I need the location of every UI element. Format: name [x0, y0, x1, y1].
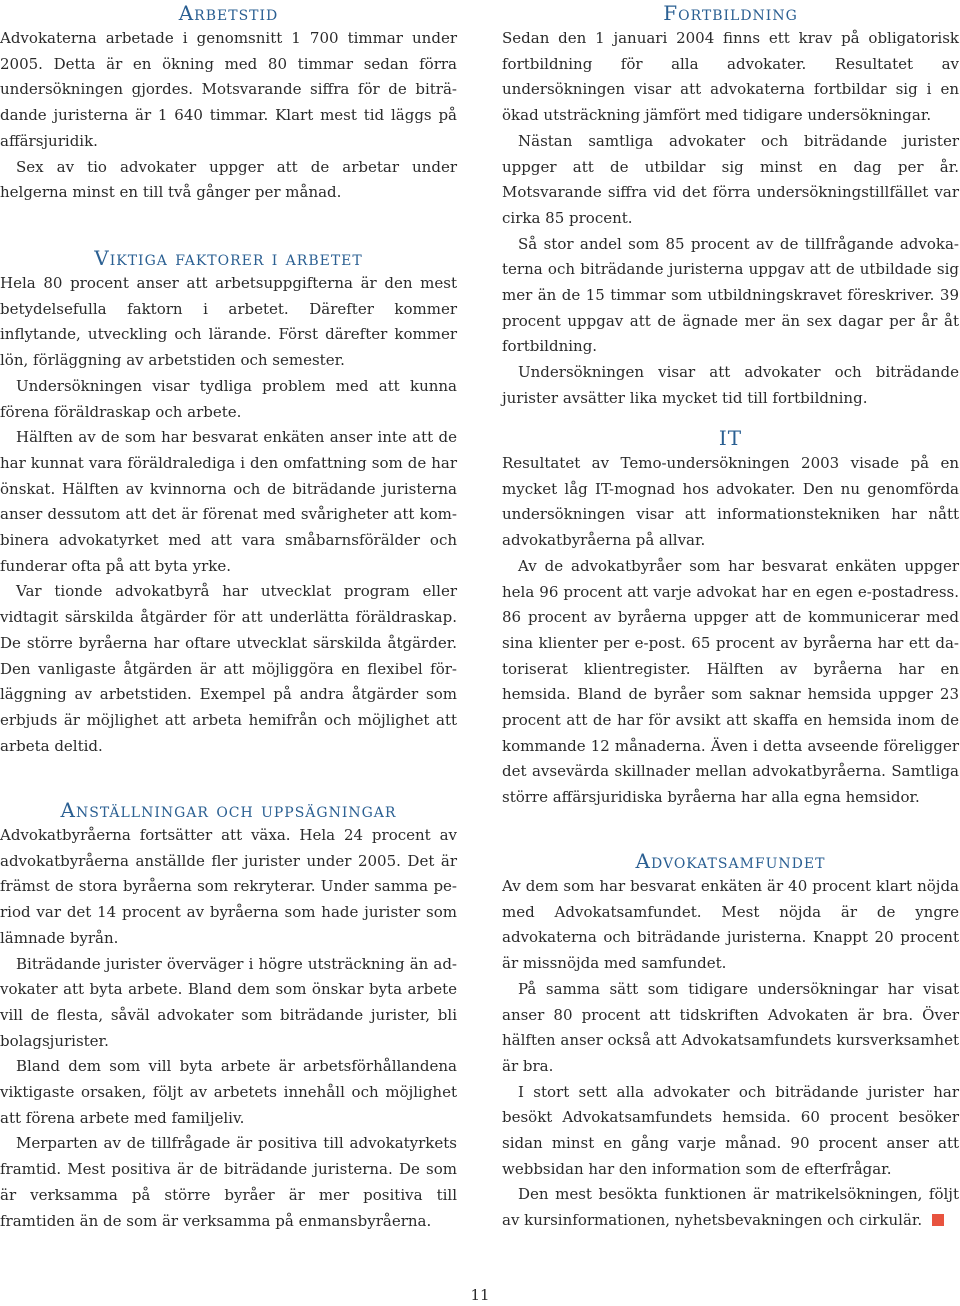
section-heading-viktiga-faktorer: Viktiga faktorer i arbetet: [94, 246, 363, 270]
section-heading-fortbildning: Fortbildning: [663, 1, 798, 25]
paragraph: Nästan samtliga advokater och biträdande jurister uppger att de utbildar sig minst en dag per år. Motsvarande siffra vid det förra undersökningstillfället var cirka 85 procent.: [502, 131, 959, 227]
section-viktiga-faktorer: [0, 245, 457, 759]
paragraph: Advokaterna arbetade i genomsnitt 1 700 timmar under 2005. Detta är en ökning med 80 timmar sedan förra undersökningen gjordes. Motsvarande siffra för de biträdande juristerna är 1 640 timmar. Klart mest tid läggs på affärsjuridik.: [0, 29, 457, 150]
paragraph: Sex av tio advokater uppger att de arbetar under helgerna minst en till två gånger per månad.: [0, 157, 457, 202]
paragraph: Sedan den 1 januari 2004 finns ett krav på obligatorisk fortbildning för alla advokater. Resultatet av undersökningen visar att advokaterna fortbildar sig i en ökad utsträckning jämfört med tidigare undersökningar.: [502, 29, 959, 125]
paragraph: Så stor andel som 85 procent av de tillfrågande advokaterna och biträdande juristerna uppgav att de utbildade sig mer än de 15 timmar som utbildningskravet föreskriver. 39 procent uppgav att de ägnade mer än sex dagar per år åt fortbildning.: [502, 234, 959, 356]
section-arbetstid: [0, 0, 457, 206]
page-number: 11: [470, 1286, 490, 1304]
paragraph: Resultatet av Temo-undersökningen 2003 visade på en mycket låg IT-mognad hos advokater. Den nu genomförda undersökningen visar att informationstekniken har nått advokatbyråerna på allvar.: [502, 454, 959, 550]
paragraph: Undersökningen visar att advokater och biträdande jurister avsätter lika mycket tid till fortbildning.: [502, 363, 959, 407]
last-paragraph: [502, 1182, 959, 1233]
section-heading-anstallningar: Anställningar och uppsägningar: [60, 798, 397, 822]
paragraph: Advokatbyråerna fortsätter att växa. Hela 24 procent av advokatbyråerna anställde fler jurister under 2005. Det är främst de stora byråerna som rekryterar. Under samma period var det 14 procent av byråerna som hade jurister som lämnade byrån.: [0, 826, 457, 947]
paragraph: Var tionde advokatbyrå har utvecklat program eller vidtagit särskilda åtgärder för att underlätta föräldraskap. De större byråerna har oftare utvecklat särskilda åtgärder. Den vanligaste åtgärden är att möjliggöra en flexibel förläggning av arbetstiden. Exempel på andra åtgärder som erbjuds är möjlighet att arbeta hemifrån och möjlighet att arbeta deltid.: [0, 582, 457, 755]
section-it: [502, 425, 959, 811]
paragraph: Biträdande jurister överväger i högre utsträckning än advokater att byta arbete. Bland dem som önskar byta arbete vill de flesta, såväl advokater som biträdande jurister, bli bolagsjurister.: [0, 954, 457, 1050]
paragraph: Hälften av de som har besvarat enkäten anser inte att de har kunnat vara föräldralediga i den omfattning som de har önskat. Hälften av kvinnorna och de biträdande juristerna anser dessutom att det är förenat med svårigheter att kombinera advokatyrket med att vara småbarnsförälder och funderar ofta på att byta yrke.: [0, 428, 457, 575]
paragraph: Av de advokatbyråer som har besvarat enkäten uppger hela 96 procent att varje advokat har en egen e-postadress. 86 procent av byråerna uppger att de kommunicerar med sina klienter per e-post. 65 procent av byråerna har ett datoriserat klientregister. Hälften av byråerna har en hemsida. Bland de byråer som saknar hemsida uppger 23 procent att de har för avsikt att skaffa en hemsida inom de kommande 12 månaderna. Även i detta avseende föreligger det avsevärda skillnader mellan advokatbyråerna. Samtliga större affärsjuridiska byråerna har alla egna hemsidor.: [502, 556, 959, 807]
paragraph: Av dem som har besvarat enkäten är 40 procent klart nöjda med Advokatsamfundet. Mest nöjda är de yngre advokaterna och biträdande juristerna. Knappt 20 procent är missnöjda med samfundet.: [502, 877, 959, 973]
section-heading-arbetstid: Arbetstid: [178, 1, 279, 25]
section-heading-advokatsamfundet: Advokatsamfundet: [635, 849, 826, 873]
section-anstallningar: [0, 797, 457, 1234]
paragraph: Bland dem som vill byta arbete är arbetsförhållandena viktigaste orsaken, följt av arbetets innehåll och möjlighet att förena arbete med familjeliv.: [0, 1057, 457, 1127]
paragraph: Merparten av de tillfrågade är positiva till advokatyrkets framtid. Mest positiva är de biträdande juristerna. De som är verksamma på större byråer är mer positiva till framtiden än de som är verksamma på enmansbyråerna.: [0, 1134, 457, 1230]
end-of-article-square-icon: [932, 1214, 944, 1226]
paragraph: I stort sett alla advokater och biträdande jurister har besökt Advokatsamfundets hemsida. 60 procent besöker sidan minst en gång varje månad. 90 procent anser att webbsidan har den information som de efterfrågar.: [502, 1082, 959, 1178]
section-fortbildning: [502, 0, 959, 412]
section-advokatsamfundet: [502, 848, 959, 1234]
paragraph: Hela 80 procent anser att arbetsuppgifterna är den mest betydelsefulla faktorn i arbetet. Därefter kommer inflytande, utveckling och lärande. Först därefter kommer lön, förläggning av arbetstiden och semester.: [0, 274, 457, 370]
paragraph: På samma sätt som tidigare undersökningar har visat anser 80 procent att tidskriften Advokaten är bra. Över hälften anser också att Advokatsamfundets kursverksamhet är bra.: [502, 979, 959, 1075]
last-paragraph-text: Den mest besökta funktionen är matrikelsökningen, följt av kursinformationen, nyhetsbevakningen och cirkulär.: [502, 1185, 959, 1230]
paragraph: Undersökningen visar tydliga problem med att kunna förena föräldraskap och arbete.: [0, 376, 457, 421]
section-heading-it: IT: [718, 426, 743, 450]
